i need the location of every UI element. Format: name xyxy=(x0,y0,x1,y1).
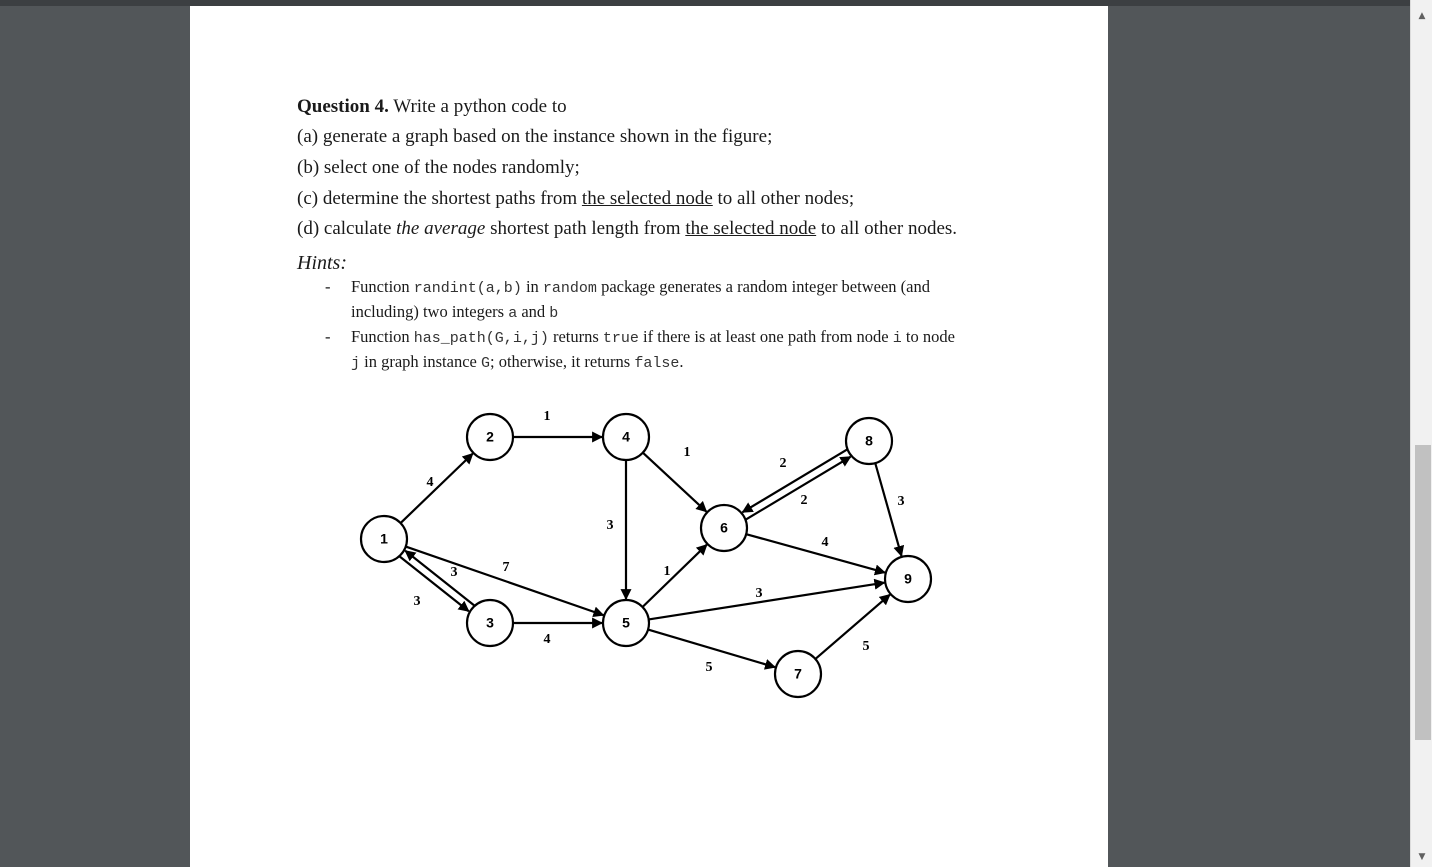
edge-weight-5-9: 3 xyxy=(755,586,763,602)
edge-6-9 xyxy=(746,534,885,572)
scrollbar-thumb[interactable] xyxy=(1415,445,1431,740)
part-c-underline: the selected node xyxy=(581,188,713,209)
question-part-d xyxy=(297,218,957,240)
hint-1-dash: - xyxy=(325,277,331,296)
hint-1-post: package generates a random integer between (and xyxy=(596,277,930,296)
part-d-underline: the selected node xyxy=(685,218,817,239)
hint-2-var-g: G xyxy=(480,355,490,372)
hint-2-line-1 xyxy=(351,327,955,347)
hint-2-pre: Function xyxy=(351,327,414,346)
hint-2-line-2 xyxy=(351,352,683,372)
edge-weight-5-7: 5 xyxy=(705,660,713,676)
hints-title: Hints: xyxy=(297,252,347,274)
hint-2-mid-2: if there is at least one path from node xyxy=(638,327,893,346)
question-part-b: (b) select one of the nodes randomly; xyxy=(297,157,580,178)
node-label-6: 6 xyxy=(720,519,728,536)
hint-2-line2-mid: in graph instance xyxy=(360,352,481,371)
question-heading xyxy=(297,96,567,118)
edge-5-9 xyxy=(649,583,885,620)
edge-4-6 xyxy=(643,453,707,512)
edge-weight-4-5: 3 xyxy=(606,518,614,534)
edge-weight-2-4: 1 xyxy=(543,409,551,425)
hint-2-code: has_path(G,i,j) xyxy=(413,330,549,347)
graph-figure xyxy=(340,390,960,710)
edge-weight-3-5: 4 xyxy=(543,632,551,648)
edge-1-2 xyxy=(401,454,473,523)
edge-8-9 xyxy=(875,463,901,556)
edge-weight-6-8: 2 xyxy=(779,456,787,472)
hint-2-dash: - xyxy=(325,327,331,346)
edge-weight-1-3: 3 xyxy=(450,565,458,581)
question-part-a: (a) generate a graph based on the instance shown in the figure; xyxy=(297,126,773,147)
edge-6-8 xyxy=(746,457,851,520)
hint-1-and: and xyxy=(517,302,550,321)
edge-weight-3-1: 3 xyxy=(413,594,421,610)
question-part-c xyxy=(297,188,854,210)
edge-8-6 xyxy=(743,449,848,512)
hint-2-var-i: i xyxy=(892,330,902,347)
part-d-pre: (d) calculate xyxy=(297,218,397,239)
node-label-8: 8 xyxy=(865,432,873,449)
hint-1-pre: Function xyxy=(351,277,414,296)
hint-1-code: randint(a,b) xyxy=(413,280,522,297)
edge-5-6 xyxy=(643,545,707,607)
scroll-up-arrow-icon[interactable]: ▲ xyxy=(1418,11,1426,21)
node-label-7: 7 xyxy=(794,665,802,682)
edge-weight-7-9: 5 xyxy=(862,639,870,655)
node-label-2: 2 xyxy=(486,428,494,445)
hint-1-line-2 xyxy=(351,302,558,322)
part-c-post: to all other nodes; xyxy=(712,188,855,209)
hint-1-var-b: b xyxy=(549,305,559,322)
node-label-5: 5 xyxy=(622,614,630,631)
node-label-4: 4 xyxy=(622,428,630,445)
edge-weight-1-5: 7 xyxy=(502,560,510,576)
edge-weight-8-9: 3 xyxy=(897,494,905,510)
hint-2-true: true xyxy=(602,330,639,347)
scroll-down-arrow-icon[interactable]: ▼ xyxy=(1418,852,1426,862)
hint-1-line-1 xyxy=(351,277,930,297)
edge-weight-5-6: 1 xyxy=(663,564,671,580)
edge-weight-6-9: 4 xyxy=(821,535,829,551)
hint-2-mid: returns xyxy=(548,327,603,346)
hint-2-line2-post: ; otherwise, it returns xyxy=(490,352,635,371)
vertical-scrollbar[interactable] xyxy=(1410,0,1432,867)
hint-2-var-j: j xyxy=(351,355,361,372)
hint-2-false: false xyxy=(634,355,680,372)
edge-weight-4-6: 1 xyxy=(683,445,691,461)
part-d-post: to all other nodes. xyxy=(816,218,958,239)
edge-weight-1-2: 4 xyxy=(426,475,434,491)
hint-1-line2-pre: including) two integers xyxy=(351,302,509,321)
part-d-emphasis: the average xyxy=(396,218,486,239)
part-d-mid: shortest path length from xyxy=(485,218,686,239)
edge-7-9 xyxy=(815,595,889,659)
question-title: Question 4. xyxy=(297,96,389,117)
hint-2-end: . xyxy=(679,352,684,371)
edge-weight-8-6: 2 xyxy=(800,493,808,509)
node-label-3: 3 xyxy=(486,614,494,631)
node-label-1: 1 xyxy=(380,530,388,547)
node-label-9: 9 xyxy=(904,570,912,587)
hint-1-code-2: random xyxy=(542,280,597,297)
question-intro: Write a python code to xyxy=(388,96,567,117)
hint-1-mid: in xyxy=(521,277,543,296)
part-c-pre: (c) determine the shortest paths from xyxy=(297,188,582,209)
hint-2-post: to node xyxy=(901,327,955,346)
hint-1-var-a: a xyxy=(508,305,518,322)
